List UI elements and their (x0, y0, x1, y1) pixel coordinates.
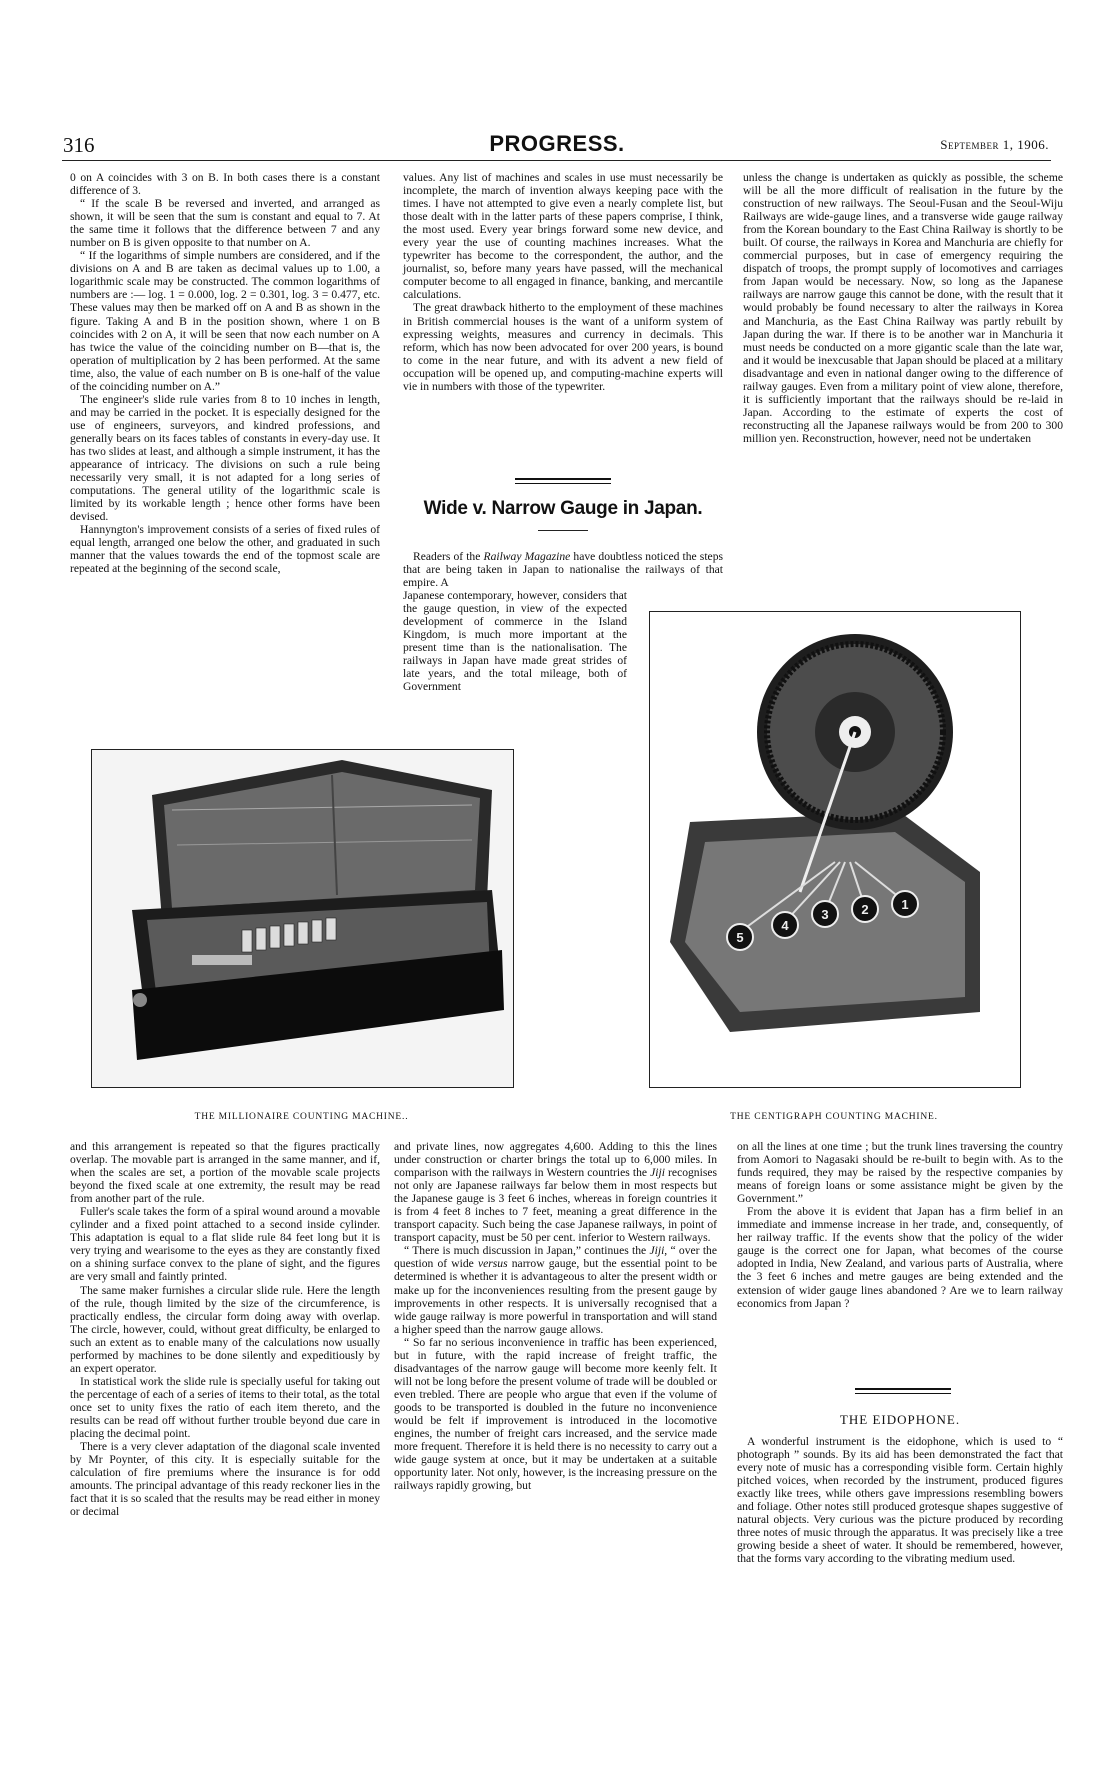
paragraph: Hannyngton's improvement consists of a series of fixed rules of equal length, arranged one below the other, and graduated in such manner that the values towards the end of the topmost scale are repeated at the beginning of the second scale, (70, 523, 380, 576)
paragraph: The engineer's slide rule varies from 8 to 10 inches in length, and may be carried in the pocket. It is especially designed for the use of engineers, surveyors, and kindred professions, and generally bears on its faces tables of constants in every-day use. It has two slides at least, and although a simple instrument, it has the appearance of intricacy. The divisions on such a rule being necessarily very small, it is not adapted for a long series of computations. The general utility of the logarithmic scale is limited by its workable length ; hence other forms have been devised. (70, 392, 380, 524)
figure-caption: THE MILLIONAIRE COUNTING MACHINE.. (194, 1112, 409, 1122)
text-run: recognises not only are Japanese railways far below them in most respects but the Japanese gauge is 3 feet 6 inches, whereas in foreign countries it is from 4 feet 8 inches to 7 feet, meaning a great difference in the transport capacity. Such being the case Japanese railways, in point of transport capacity, must be 50 per cent. inferior to Western railways. (394, 1166, 717, 1245)
section-divider (855, 1388, 951, 1394)
issue-date: September 1, 1906. (940, 137, 1049, 152)
article-heading: Wide v. Narrow Gauge in Japan. (423, 498, 703, 519)
article-intro-narrow (403, 589, 627, 693)
text-run: and private lines, now aggregates 4,600. Adding to this the lines under construction or charter brings the total up to 6,000 miles. In comparison with the railways in Western countries the (394, 1140, 717, 1180)
paragraph: The same maker furnishes a circular slide rule. Here the length of the rule, though limited by the size of the circumference, is practically endless, the circular form doing away with overlap. The circle, however, could, without great difficulty, be enlarged to such an extent as to enable many of the calculations now usually performed by machines to be done silently and expeditiously by an expert operator. (70, 1283, 380, 1375)
publication-title: PROGRESS. (489, 131, 625, 156)
heading-rule (538, 530, 588, 531)
paragraph: and this arrangement is repeated so that the figures practically overlap. The movable part is arranged in the same manner, and if, when the scales are set, a portion of the movable scale projects beyond the fixed scale at one extremity, the result may be read from another part of the rule. (70, 1140, 380, 1206)
text-run: , “ over the question of wide (394, 1244, 717, 1271)
column-1-bottom (70, 1140, 380, 1518)
column-2-bottom (394, 1140, 717, 1492)
paragraph (403, 550, 723, 589)
text-run: narrow gauge, but the essential point to be determined is whether it is advantageous to alter the present width or make up for the inconveniences resulting from the present gauge by improvements in other respects. It is universally recognised that a wide gauge railway is more powerful in transportation and will stand a higher speed than the narrow gauge allows. (394, 1257, 717, 1336)
paragraph: From the above it is evident that Japan has a firm belief in an immediate and immense increase in her trade, and, consequently, of her railway traffic. If the events show that the policy of the wider gauge is the correct one for Japan, what becomes of the course adopted in India, New Zealand, and various parts of Australia, where the 3 feet 6 inches and metre gauges are being extended and the extension of wider gauge lines abandoned ? Are we to learn railway economics from Japan ? (737, 1205, 1063, 1310)
text-run: have doubtless noticed the steps that are being taken in Japan to nationalise the railways of that empire. A (403, 550, 723, 590)
article-intro (403, 550, 723, 589)
centigraph-drawing (650, 612, 1020, 1087)
eidophone-article (737, 1435, 1063, 1565)
paragraph (394, 1140, 717, 1244)
key-label: 5 (736, 930, 744, 945)
paragraph: Fuller's scale takes the form of a spiral wound around a movable cylinder and a fixed point attached to a second inside cylinder. This adaptation is equal to a flat slide rule 84 feet long but it is very trying and wearisome to the eyes as they are constantly fixed on a shining surface convex to the plane of sight, and the figures are very small and faintly printed. (70, 1205, 380, 1284)
column-1-top (70, 171, 380, 575)
text-run: Readers of the (413, 550, 484, 563)
text-run: versus (477, 1257, 508, 1271)
newspaper-name: Jiji (649, 1244, 665, 1258)
key-label: 2 (861, 902, 869, 917)
figure-caption: THE CENTIGRAPH COUNTING MACHINE. (730, 1112, 938, 1122)
paragraph: “ If the logarithms of simple numbers are considered, and if the divisions on A and B are taken as decimal values up to 1.00, a logarithmic scale may be constructed. The common logarithms of numbers are :— log. 1 = 0.000, log. 2 = 0.301, log. 3 = 0.477, etc. These values may then be marked off on A and B as shown in the figure. Taking A and B in the position shown, where 1 on B coincides with 2 on A, it will be seen that now each number on A has twice the value of the coinciding number on B—that is, the operation of multiplication by 2 has been performed. At the same time, also, the value of each number on B is one-half of the value of the coinciding number on A.” (70, 249, 380, 393)
newspaper-name: Jiji (650, 1166, 665, 1180)
column-3-bottom (737, 1140, 1063, 1310)
section-divider (515, 478, 611, 484)
magazine-name: Railway Magazine (483, 550, 571, 563)
paragraph: A wonderful instrument is the eidophone, which is used to “ photograph ” sounds. By its aid has been demonstrated the fact that every note of music has a corresponding visible form. Certain highly pitched voices, when recorded by the instrument, produced figures exactly like trees, while others gave impressions resembling bowers and foliage. Other notes still produced grotesque shapes suggestive of natural objects. Very curious was the picture produced by recording three notes of music through the apparatus. It was precisely like a tree growing beside a sheet of water. It should be remembered, however, that the forms vary according to the vibrating medium used. (737, 1435, 1063, 1566)
paragraph: values. Any list of machines and scales in use must necessarily be incomplete, the march of invention always keeping pace with the times. I have not attempted to give even a nearly complete list, but those dealt with in the latter parts of these papers comprise, I think, the most used. Every year brings forward some new device, and every year the use of counting machines increases. What the typewriter has become to the correspondent, the author, and the journalist, so, before many years have passed, will the mechanical computer become to all engaged in finance, banking, and mercantile calculations. (403, 171, 723, 302)
paragraph: Japanese contemporary, however, considers that the gauge question, in view of the expected development of commerce in the Island Kingdom, is much more important at the present time than is the nationalisation. The railways in Japan have made great strides of late years, and the total mileage, both of Government (403, 589, 627, 694)
paragraph: “ So far no serious inconvenience in traffic has been experienced, but in future, with the rapid increase of freight traffic, the disadvantages of the narrow gauge will become more keenly felt. It will not be long before the present volume of trade will be doubled or even trebled. There are people who argue that even if the volume of goods to be transported is doubled in the future no inconvenience would be felt if improvement is introduced in the locomotive engines, the number of freight cars increased, and the service made more frequent. Therefore it is held there is no necessity to carry out a wide gauge system at once, but it may be undertaken at a suitable opportunity later. Not only, however, is the increasing pressure on the railways rapidly growing, but (394, 1335, 717, 1493)
paragraph: “ If the scale B be reversed and inverted, and arranged as shown, it will be seen that the sum is constant and equal to 7. At the same time it follows that the difference between 7 and any number on B is given opposite to that number on A. (70, 197, 380, 250)
paragraph: on all the lines at one time ; but the trunk lines traversing the country from Aomori to Nagasaki should be re-built to begin with. As to the funds required, they may be raised by the respective companies by means of foreign loans or some assistance might be given by the Government.” (737, 1140, 1063, 1206)
counting-machine-drawing (92, 750, 513, 1087)
text-run: “ There is much discussion in Japan,” continues the (404, 1244, 650, 1258)
millionaire-machine-illustration (91, 749, 514, 1088)
header-rule (62, 160, 1051, 161)
paragraph: In statistical work the slide rule is specially useful for taking out the percentage of each of a series of items to their total, as the total once set to unity fixes the ratio of each item thereto, and the results can be read off without further trouble beyond due care in placing the decimal point. (70, 1374, 381, 1441)
key-label: 1 (901, 897, 909, 912)
column-3-top (743, 171, 1063, 445)
key-label: 4 (781, 918, 789, 933)
article-heading-block (403, 478, 723, 531)
paragraph: The great drawback hitherto to the employment of these machines in British commercial houses is the want of a uniform system of expressing weights, measures and currency in decimals. This reform, which has now been advocated for over 200 years, is bound to come in the near future, and with its advent a new field of occupation will be opened up, and computing-machine experts will vie in numbers with those of the typewriter. (403, 301, 723, 393)
eidophone-heading: THE EIDOPHONE. (839, 1412, 961, 1427)
page-number: 316 (63, 133, 95, 157)
paragraph (394, 1244, 717, 1335)
paragraph: There is a very clever adaptation of the diagonal scale invented by Mr Poynter, of this city. It is especially suitable for the calculation of fire premiums where the insurance is for odd amounts. The principal advantage of this ready reckoner lies in the fact that it is so scaled that the results may be read either in money or decimal (70, 1440, 380, 1519)
paragraph: unless the change is undertaken as quickly as possible, the scheme will be all the more difficult of realisation in the future by the construction of new railways. The Seoul-Fusan and the Seoul-Wiju Railways are wide-gauge lines, and a transverse wide gauge railway from the Korean boundary to the East China Railway is shortly to be built. Of course, the railways in Korea and Manchuria are chiefly for commercial purposes, but in case of emergency requiring the dispatch of troops, the prompt supply of locomotives and carriages from Japan would be necessary. Now, so long as the Japanese railways are narrow gauge this cannot be done, with the result that it would probably be found necessary to alter the railways in Korea and Manchuria, as the East China Railway was partly rebuilt by Japan during the war. If there is to be another war in Manchuria it must needs be conducted on a more gigantic scale than the late war, and it would be inexcusable that Japan should be placed at a military disadvantage and even in national danger owing to the difference of railway gauges. Even from a military point of view alone, therefore, it is sufficiently important that the railways should be re-laid in Japan. According to the estimate of experts the cost of reconstructing all the Japanese railways would be from 200 to 300 million yen. Reconstruction, however, need not be undertaken (743, 171, 1063, 445)
centigraph-machine-illustration (649, 611, 1021, 1088)
paragraph: 0 on A coincides with 3 on B. In both cases there is a constant difference of 3. (70, 171, 380, 198)
key-label: 3 (821, 907, 829, 922)
column-2-top (403, 171, 723, 393)
